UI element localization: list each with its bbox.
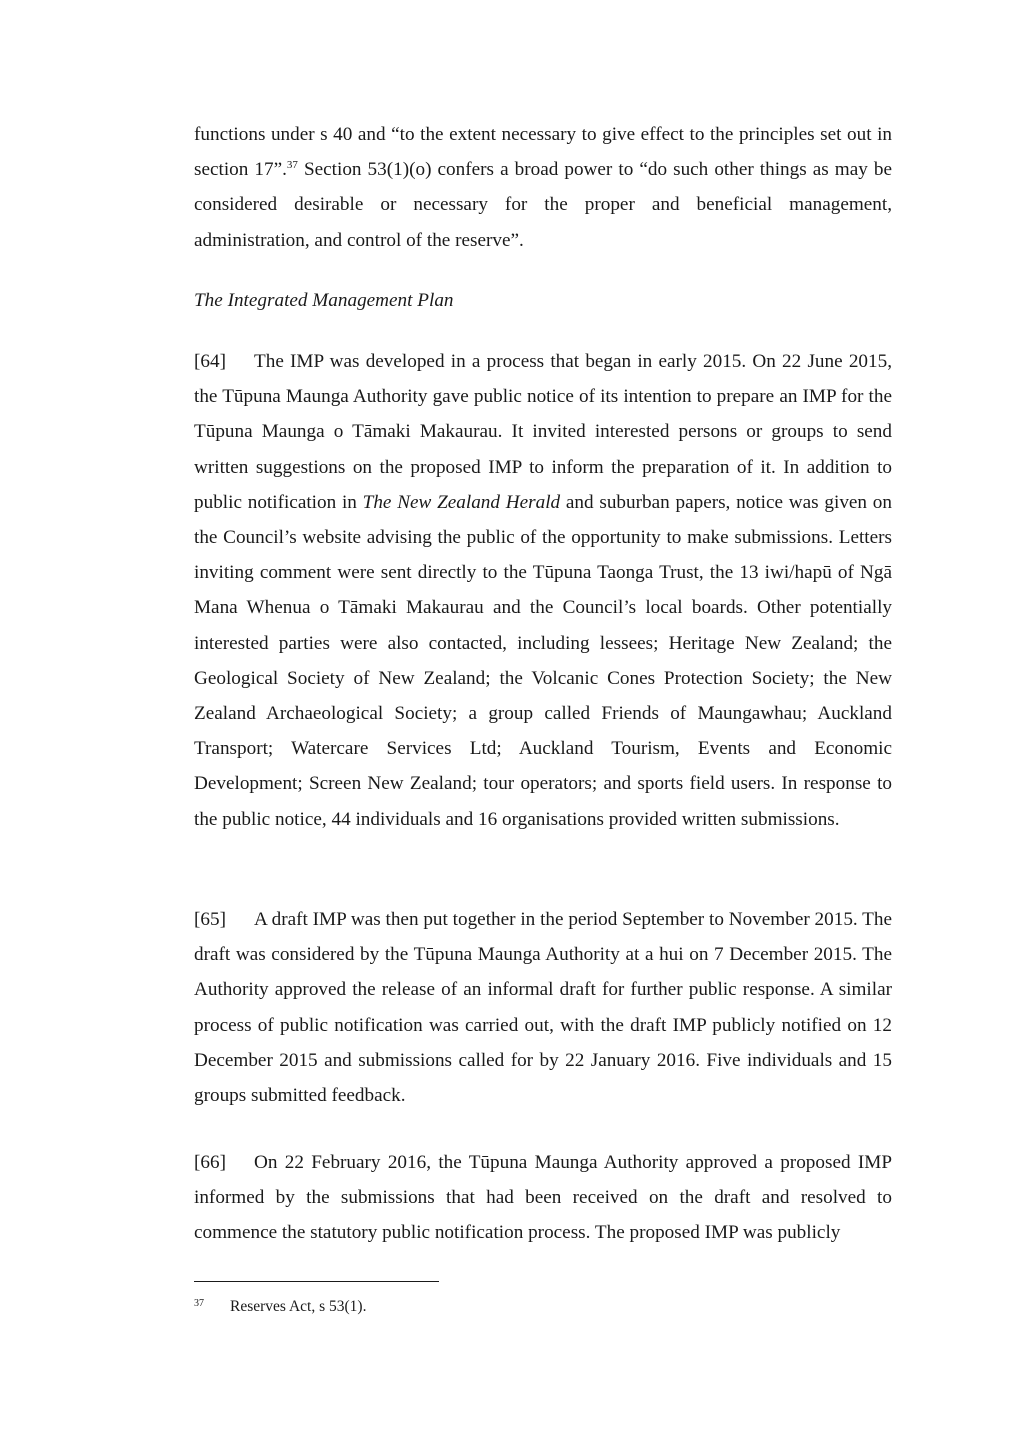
paragraph-64-text-b: and suburban papers, notice was given on the Council’s website advising the public of the opportunity to make submissions. Letters inviting comment were sent directly to the Tūpuna Taonga Trust, the 13 iwi/hapū of Ngā Mana Whenua o Tāmaki Makaurau and the Council’s local boards. Other potentially interested parties were also contacted, including lessees; Heritage New Zealand; the Geological Society of New Zealand; the Volcanic Cones Protection Society; the New Zealand Archaeological Society; a group called Friends of Maungawhau; Auckland Transport; Watercare Services Ltd; Auckland Tourism, Events and Economic Development; Screen New Zealand; tour operators; and sports field users. In response to the public notice, 44 individuals and 16 organisations provided written submissions. xyxy=(194,491,892,830)
intro-paragraph xyxy=(194,117,892,258)
paragraph-66 xyxy=(194,1145,892,1251)
footnote-divider xyxy=(194,1281,439,1282)
intro-text-b: Section 53(1)(o) confers a broad power to “do such other things as may be considered desirable or necessary for the proper and beneficial management, administration, and control of the reserve”. xyxy=(194,159,892,251)
paragraph-number-64: [64] xyxy=(194,351,226,372)
footnote-37 xyxy=(194,1293,366,1318)
paragraph-66-text: On 22 February 2016, the Tūpuna Maunga Authority approved a proposed IMP informed by the submissions that had been received on the draft and resolved to commence the statutory public notification process. The proposed IMP was publicly xyxy=(194,1152,892,1244)
section-heading: The Integrated Management Plan xyxy=(194,290,454,311)
paragraph-number-65: [65] xyxy=(194,909,226,930)
footnote-text: Reserves Act, s 53(1). xyxy=(230,1298,367,1315)
paragraph-number-66: [66] xyxy=(194,1152,226,1173)
paragraph-64-text-a: The IMP was developed in a process that began in early 2015. On 22 June 2015, the Tūpuna Maunga Authority gave public notice of its intention to prepare an IMP for the Tūpuna Maunga o Tāmaki Makaurau. It invited interested persons or groups to send written suggestions on the proposed IMP to inform the preparation of it. In addition to public notification in xyxy=(194,351,892,513)
footnote-reference-37[interactable]: 37 xyxy=(286,159,298,172)
intro-text-a: functions under s 40 and “to the extent necessary to give effect to the principles set out in section 17”. xyxy=(194,124,892,181)
paragraph-65-text: A draft IMP was then put together in the period September to November 2015. The draft was considered by the Tūpuna Maunga Authority at a hui on 7 December 2015. The Authority approved the release of an informal draft for further public response. A similar process of public notification was carried out, with the draft IMP publicly notified on 12 December 2015 and submissions called for by 22 January 2016. Five individuals and 15 groups submitted feedback. xyxy=(194,909,892,1107)
paragraph-65 xyxy=(194,902,892,1113)
paragraph-64 xyxy=(194,344,892,837)
footnote-number: 37 xyxy=(194,1298,204,1309)
newspaper-title: The New Zealand Herald xyxy=(362,491,561,513)
